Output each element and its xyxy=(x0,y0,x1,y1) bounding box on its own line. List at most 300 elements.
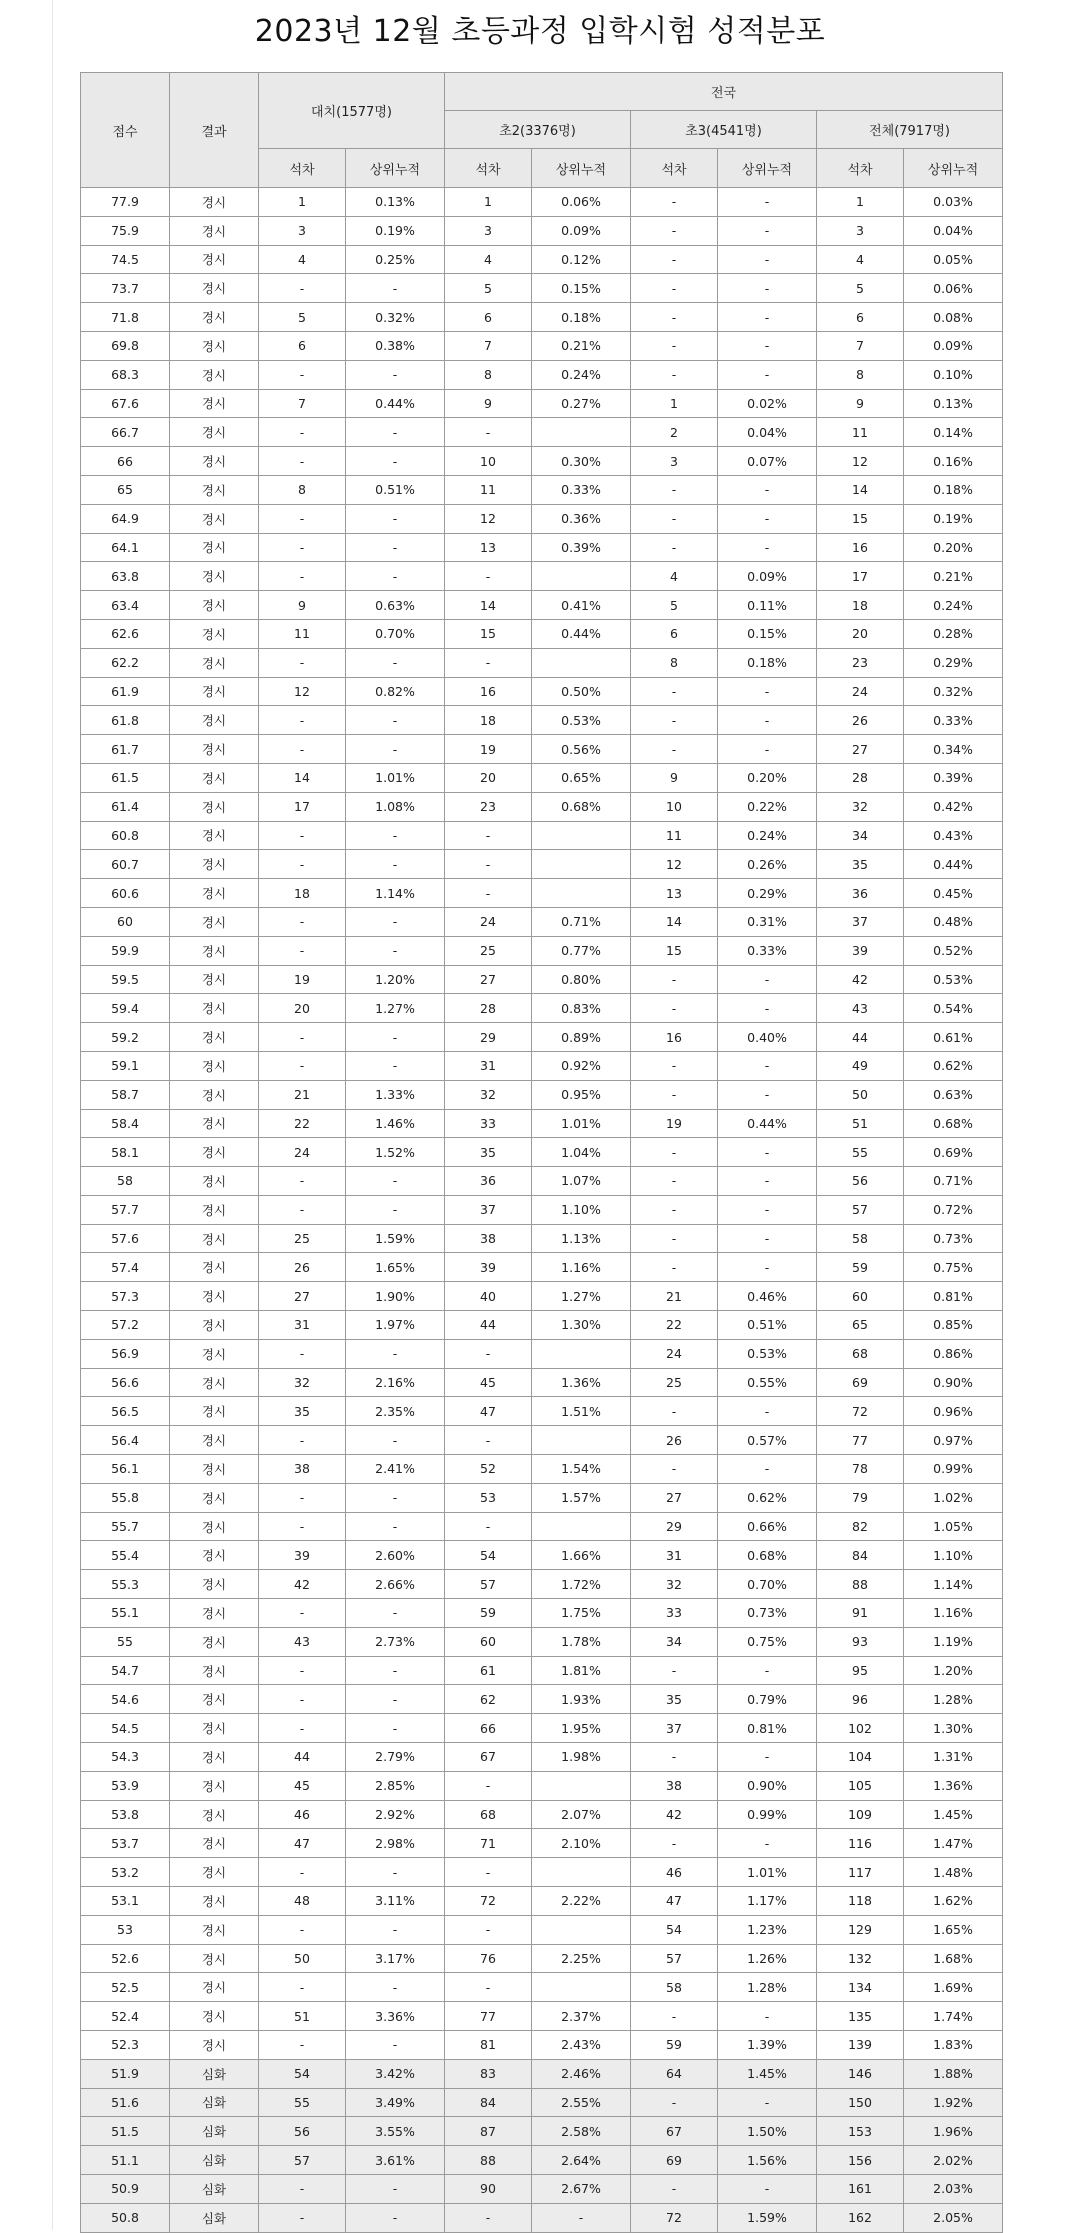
total-cum-cell: 0.34% xyxy=(904,735,1003,764)
daechi-rank-cell: - xyxy=(259,1023,346,1052)
header-cho2-rank: 석차 xyxy=(445,149,532,188)
cho3-cum-cell: 0.51% xyxy=(718,1311,817,1340)
cho3-rank-cell: - xyxy=(631,2088,718,2117)
table-row xyxy=(81,1339,1003,1368)
cho2-rank-cell: - xyxy=(445,1915,532,1944)
score-cell: 55 xyxy=(81,1627,170,1656)
total-cum-cell: 1.88% xyxy=(904,2059,1003,2088)
cho3-rank-cell: 38 xyxy=(631,1771,718,1800)
total-cum-cell: 0.86% xyxy=(904,1339,1003,1368)
cho3-cum-cell: 0.18% xyxy=(718,648,817,677)
table-row xyxy=(81,1570,1003,1599)
result-cell: 경시 xyxy=(170,1627,259,1656)
cho2-rank-cell: 27 xyxy=(445,965,532,994)
total-cum-cell: 1.68% xyxy=(904,1944,1003,1973)
score-cell: 56.1 xyxy=(81,1455,170,1484)
total-rank-cell: 79 xyxy=(817,1483,904,1512)
cho3-cum-cell: - xyxy=(718,965,817,994)
daechi-rank-cell: 39 xyxy=(259,1541,346,1570)
cho2-rank-cell: 39 xyxy=(445,1253,532,1282)
total-rank-cell: 93 xyxy=(817,1627,904,1656)
cho3-rank-cell: 4 xyxy=(631,562,718,591)
score-cell: 58 xyxy=(81,1167,170,1196)
result-cell: 심화 xyxy=(170,2117,259,2146)
header-total-rank: 석차 xyxy=(817,149,904,188)
daechi-rank-cell: 19 xyxy=(259,965,346,994)
score-cell: 59.1 xyxy=(81,1051,170,1080)
cho2-cum-cell: 1.78% xyxy=(532,1627,631,1656)
score-cell: 61.9 xyxy=(81,677,170,706)
cho3-cum-cell: 0.62% xyxy=(718,1483,817,1512)
cho3-cum-cell: - xyxy=(718,2088,817,2117)
score-cell: 61.5 xyxy=(81,763,170,792)
daechi-cum-cell: 3.11% xyxy=(346,1887,445,1916)
table-row xyxy=(81,245,1003,274)
cho2-rank-cell: 52 xyxy=(445,1455,532,1484)
cho3-cum-cell: 0.24% xyxy=(718,821,817,850)
total-cum-cell: 1.16% xyxy=(904,1599,1003,1628)
daechi-cum-cell: 1.59% xyxy=(346,1224,445,1253)
total-rank-cell: 5 xyxy=(817,274,904,303)
cho2-rank-cell: 6 xyxy=(445,303,532,332)
result-cell: 경시 xyxy=(170,1253,259,1282)
cho3-rank-cell: 67 xyxy=(631,2117,718,2146)
score-cell: 74.5 xyxy=(81,245,170,274)
total-cum-cell: 1.48% xyxy=(904,1858,1003,1887)
score-cell: 57.2 xyxy=(81,1311,170,1340)
daechi-cum-cell: 0.25% xyxy=(346,245,445,274)
result-cell: 경시 xyxy=(170,245,259,274)
daechi-rank-cell: 43 xyxy=(259,1627,346,1656)
cho2-cum-cell: - xyxy=(532,2203,631,2232)
result-cell: 경시 xyxy=(170,562,259,591)
cho2-rank-cell: - xyxy=(445,648,532,677)
daechi-rank-cell: - xyxy=(259,1167,346,1196)
table-row xyxy=(81,303,1003,332)
page-title: 2023년 12월 초등과정 입학시험 성적분포 xyxy=(254,14,826,49)
result-cell: 경시 xyxy=(170,936,259,965)
cho3-cum-cell: - xyxy=(718,1138,817,1167)
table-row xyxy=(81,216,1003,245)
cho2-rank-cell: 10 xyxy=(445,447,532,476)
header-daechi: 대치(1577명) xyxy=(259,73,445,149)
score-cell: 58.7 xyxy=(81,1080,170,1109)
total-rank-cell: 1 xyxy=(817,188,904,217)
header-cho3-cum: 상위누적 xyxy=(718,149,817,188)
cho2-rank-cell: 1 xyxy=(445,188,532,217)
total-rank-cell: 11 xyxy=(817,418,904,447)
daechi-rank-cell: 22 xyxy=(259,1109,346,1138)
total-rank-cell: 153 xyxy=(817,2117,904,2146)
cho2-rank-cell: 14 xyxy=(445,591,532,620)
cho2-cum-cell: 1.10% xyxy=(532,1195,631,1224)
daechi-rank-cell: - xyxy=(259,1656,346,1685)
daechi-rank-cell: - xyxy=(259,735,346,764)
cho2-cum-cell: 1.98% xyxy=(532,1743,631,1772)
cho2-cum-cell: 0.77% xyxy=(532,936,631,965)
total-rank-cell: 27 xyxy=(817,735,904,764)
cho3-cum-cell: - xyxy=(718,303,817,332)
table-row xyxy=(81,792,1003,821)
cho3-rank-cell: 14 xyxy=(631,907,718,936)
total-cum-cell: 0.18% xyxy=(904,475,1003,504)
cho3-rank-cell: - xyxy=(631,1195,718,1224)
cho3-rank-cell: 16 xyxy=(631,1023,718,1052)
result-cell: 경시 xyxy=(170,735,259,764)
daechi-cum-cell: 0.82% xyxy=(346,677,445,706)
score-cell: 57.6 xyxy=(81,1224,170,1253)
cho3-cum-cell: - xyxy=(718,1167,817,1196)
table-row xyxy=(81,389,1003,418)
result-cell: 경시 xyxy=(170,188,259,217)
cho3-cum-cell: 0.79% xyxy=(718,1685,817,1714)
cho3-rank-cell: 35 xyxy=(631,1685,718,1714)
daechi-rank-cell: 32 xyxy=(259,1368,346,1397)
cho3-cum-cell: 0.07% xyxy=(718,447,817,476)
total-cum-cell: 0.14% xyxy=(904,418,1003,447)
total-cum-cell: 1.20% xyxy=(904,1656,1003,1685)
score-cell: 52.6 xyxy=(81,1944,170,1973)
daechi-cum-cell: - xyxy=(346,418,445,447)
cho2-cum-cell: 1.95% xyxy=(532,1714,631,1743)
cho3-cum-cell: - xyxy=(718,2174,817,2203)
result-cell: 경시 xyxy=(170,216,259,245)
cho2-cum-cell: 0.27% xyxy=(532,389,631,418)
total-rank-cell: 156 xyxy=(817,2146,904,2175)
cho2-rank-cell: 28 xyxy=(445,994,532,1023)
cho3-rank-cell: - xyxy=(631,1080,718,1109)
total-rank-cell: 77 xyxy=(817,1426,904,1455)
total-rank-cell: 146 xyxy=(817,2059,904,2088)
total-cum-cell: 0.28% xyxy=(904,619,1003,648)
cho3-cum-cell: - xyxy=(718,1743,817,1772)
cho2-rank-cell: 5 xyxy=(445,274,532,303)
cho3-cum-cell: - xyxy=(718,1829,817,1858)
table-row xyxy=(81,2117,1003,2146)
cho2-rank-cell: 61 xyxy=(445,1656,532,1685)
total-cum-cell: 0.08% xyxy=(904,303,1003,332)
daechi-cum-cell: - xyxy=(346,1973,445,2002)
score-cell: 58.4 xyxy=(81,1109,170,1138)
cho2-cum-cell: 2.10% xyxy=(532,1829,631,1858)
total-cum-cell: 0.75% xyxy=(904,1253,1003,1282)
daechi-rank-cell: 24 xyxy=(259,1138,346,1167)
total-cum-cell: 0.09% xyxy=(904,331,1003,360)
total-rank-cell: 132 xyxy=(817,1944,904,1973)
cho3-cum-cell: 0.57% xyxy=(718,1426,817,1455)
daechi-rank-cell: 27 xyxy=(259,1282,346,1311)
daechi-cum-cell: 1.27% xyxy=(346,994,445,1023)
cho2-cum-cell xyxy=(532,418,631,447)
total-cum-cell: 0.63% xyxy=(904,1080,1003,1109)
cho3-cum-cell: 0.04% xyxy=(718,418,817,447)
cho2-cum-cell: 2.55% xyxy=(532,2088,631,2117)
total-cum-cell: 0.52% xyxy=(904,936,1003,965)
cho2-cum-cell: 0.44% xyxy=(532,619,631,648)
cho2-cum-cell: 1.93% xyxy=(532,1685,631,1714)
total-rank-cell: 39 xyxy=(817,936,904,965)
cho3-rank-cell: 13 xyxy=(631,879,718,908)
cho3-rank-cell: 47 xyxy=(631,1887,718,1916)
cho3-cum-cell: - xyxy=(718,331,817,360)
table-row xyxy=(81,1023,1003,1052)
daechi-rank-cell: 3 xyxy=(259,216,346,245)
table-row xyxy=(81,1195,1003,1224)
cho2-cum-cell xyxy=(532,850,631,879)
total-cum-cell: 1.96% xyxy=(904,2117,1003,2146)
cho3-cum-cell: 1.26% xyxy=(718,1944,817,1973)
cho3-cum-cell: - xyxy=(718,1051,817,1080)
cho3-cum-cell: 1.17% xyxy=(718,1887,817,1916)
cho2-rank-cell: 54 xyxy=(445,1541,532,1570)
daechi-rank-cell: 48 xyxy=(259,1887,346,1916)
daechi-cum-cell: - xyxy=(346,1167,445,1196)
daechi-cum-cell: - xyxy=(346,1339,445,1368)
cho2-cum-cell: 2.22% xyxy=(532,1887,631,1916)
cho2-cum-cell: 0.21% xyxy=(532,331,631,360)
total-rank-cell: 117 xyxy=(817,1858,904,1887)
cho3-rank-cell: - xyxy=(631,1397,718,1426)
table-row xyxy=(81,1512,1003,1541)
total-rank-cell: 49 xyxy=(817,1051,904,1080)
cho3-cum-cell: - xyxy=(718,994,817,1023)
cho2-rank-cell: - xyxy=(445,850,532,879)
cho3-rank-cell: 9 xyxy=(631,763,718,792)
total-rank-cell: 55 xyxy=(817,1138,904,1167)
result-cell: 경시 xyxy=(170,648,259,677)
total-rank-cell: 65 xyxy=(817,1311,904,1340)
daechi-rank-cell: - xyxy=(259,1195,346,1224)
cho2-rank-cell: 57 xyxy=(445,1570,532,1599)
score-cell: 60.6 xyxy=(81,879,170,908)
score-cell: 53.7 xyxy=(81,1829,170,1858)
score-cell: 53.9 xyxy=(81,1771,170,1800)
cho3-cum-cell: 1.23% xyxy=(718,1915,817,1944)
total-rank-cell: 60 xyxy=(817,1282,904,1311)
total-rank-cell: 26 xyxy=(817,706,904,735)
table-row xyxy=(81,1771,1003,1800)
total-rank-cell: 150 xyxy=(817,2088,904,2117)
cho3-cum-cell: - xyxy=(718,245,817,274)
total-cum-cell: 1.69% xyxy=(904,1973,1003,2002)
daechi-rank-cell: 55 xyxy=(259,2088,346,2117)
total-rank-cell: 84 xyxy=(817,1541,904,1570)
cho3-rank-cell: - xyxy=(631,1051,718,1080)
daechi-cum-cell: - xyxy=(346,936,445,965)
cho3-rank-cell: 19 xyxy=(631,1109,718,1138)
result-cell: 경시 xyxy=(170,850,259,879)
cho2-cum-cell xyxy=(532,1426,631,1455)
daechi-rank-cell: 56 xyxy=(259,2117,346,2146)
cho2-rank-cell: 13 xyxy=(445,533,532,562)
table-row xyxy=(81,2002,1003,2031)
total-rank-cell: 105 xyxy=(817,1771,904,1800)
result-cell: 경시 xyxy=(170,763,259,792)
cho2-rank-cell: - xyxy=(445,418,532,447)
score-cell: 61.7 xyxy=(81,735,170,764)
total-rank-cell: 72 xyxy=(817,1397,904,1426)
cho3-cum-cell: - xyxy=(718,533,817,562)
daechi-rank-cell: - xyxy=(259,562,346,591)
cho3-cum-cell: 0.02% xyxy=(718,389,817,418)
cho3-cum-cell: - xyxy=(718,188,817,217)
cho3-rank-cell: 29 xyxy=(631,1512,718,1541)
result-cell: 경시 xyxy=(170,1311,259,1340)
total-cum-cell: 0.16% xyxy=(904,447,1003,476)
daechi-cum-cell: 3.17% xyxy=(346,1944,445,1973)
total-cum-cell: 0.85% xyxy=(904,1311,1003,1340)
daechi-cum-cell: - xyxy=(346,1915,445,1944)
cho2-rank-cell: 83 xyxy=(445,2059,532,2088)
result-cell: 경시 xyxy=(170,1570,259,1599)
cho2-cum-cell: 2.64% xyxy=(532,2146,631,2175)
daechi-cum-cell: 1.52% xyxy=(346,1138,445,1167)
cho2-cum-cell: 2.67% xyxy=(532,2174,631,2203)
daechi-cum-cell: 0.13% xyxy=(346,188,445,217)
total-rank-cell: 32 xyxy=(817,792,904,821)
total-rank-cell: 6 xyxy=(817,303,904,332)
result-cell: 경시 xyxy=(170,965,259,994)
total-cum-cell: 0.04% xyxy=(904,216,1003,245)
cho3-cum-cell: 0.26% xyxy=(718,850,817,879)
cho3-cum-cell: 0.46% xyxy=(718,1282,817,1311)
header-cho3-rank: 석차 xyxy=(631,149,718,188)
table-row xyxy=(81,447,1003,476)
cho3-cum-cell: - xyxy=(718,1397,817,1426)
score-cell: 65 xyxy=(81,475,170,504)
cho3-rank-cell: 10 xyxy=(631,792,718,821)
cho2-cum-cell: 0.53% xyxy=(532,706,631,735)
table-row xyxy=(81,1685,1003,1714)
cho3-rank-cell: 6 xyxy=(631,619,718,648)
cho3-rank-cell: - xyxy=(631,360,718,389)
daechi-rank-cell: - xyxy=(259,1599,346,1628)
cho3-cum-cell: - xyxy=(718,1253,817,1282)
daechi-rank-cell: 25 xyxy=(259,1224,346,1253)
cho3-rank-cell: - xyxy=(631,303,718,332)
total-cum-cell: 1.14% xyxy=(904,1570,1003,1599)
cho2-rank-cell: 38 xyxy=(445,1224,532,1253)
daechi-rank-cell: - xyxy=(259,1714,346,1743)
score-cell: 61.8 xyxy=(81,706,170,735)
table-row xyxy=(81,418,1003,447)
result-cell: 경시 xyxy=(170,1080,259,1109)
cho2-rank-cell: 24 xyxy=(445,907,532,936)
table-row xyxy=(81,1915,1003,1944)
cho2-cum-cell: 1.36% xyxy=(532,1368,631,1397)
cho2-cum-cell: 1.16% xyxy=(532,1253,631,1282)
cho2-rank-cell: 60 xyxy=(445,1627,532,1656)
result-cell: 경시 xyxy=(170,1368,259,1397)
cho2-cum-cell: 2.46% xyxy=(532,2059,631,2088)
daechi-cum-cell: - xyxy=(346,1656,445,1685)
daechi-cum-cell: - xyxy=(346,1483,445,1512)
daechi-cum-cell: - xyxy=(346,1023,445,1052)
daechi-cum-cell: 2.41% xyxy=(346,1455,445,1484)
cho3-rank-cell: - xyxy=(631,706,718,735)
result-cell: 경시 xyxy=(170,1195,259,1224)
cho3-cum-cell: 1.01% xyxy=(718,1858,817,1887)
total-cum-cell: 1.45% xyxy=(904,1800,1003,1829)
header-cho2: 초2(3376명) xyxy=(445,111,631,149)
total-rank-cell: 56 xyxy=(817,1167,904,1196)
table-row xyxy=(81,1887,1003,1916)
result-cell: 경시 xyxy=(170,1483,259,1512)
cho2-rank-cell: - xyxy=(445,879,532,908)
total-cum-cell: 0.32% xyxy=(904,677,1003,706)
total-rank-cell: 37 xyxy=(817,907,904,936)
total-rank-cell: 17 xyxy=(817,562,904,591)
score-cell: 63.4 xyxy=(81,591,170,620)
cho3-rank-cell: - xyxy=(631,475,718,504)
daechi-cum-cell: 2.85% xyxy=(346,1771,445,1800)
total-rank-cell: 44 xyxy=(817,1023,904,1052)
header-national: 전국 xyxy=(445,73,1003,111)
cho2-cum-cell xyxy=(532,1771,631,1800)
cho2-cum-cell: 1.01% xyxy=(532,1109,631,1138)
cho3-rank-cell: - xyxy=(631,677,718,706)
result-cell: 경시 xyxy=(170,1455,259,1484)
cho3-rank-cell: 26 xyxy=(631,1426,718,1455)
result-cell: 경시 xyxy=(170,1599,259,1628)
score-cell: 51.1 xyxy=(81,2146,170,2175)
cho3-rank-cell: - xyxy=(631,216,718,245)
table-row xyxy=(81,1714,1003,1743)
daechi-cum-cell: - xyxy=(346,1714,445,1743)
table-row xyxy=(81,475,1003,504)
score-cell: 63.8 xyxy=(81,562,170,591)
result-cell: 경시 xyxy=(170,1771,259,1800)
cho3-cum-cell: 0.66% xyxy=(718,1512,817,1541)
result-cell: 경시 xyxy=(170,1512,259,1541)
daechi-cum-cell: - xyxy=(346,1858,445,1887)
cho2-rank-cell: 87 xyxy=(445,2117,532,2146)
total-cum-cell: 0.21% xyxy=(904,562,1003,591)
cho3-cum-cell: - xyxy=(718,504,817,533)
cho3-rank-cell: 24 xyxy=(631,1339,718,1368)
cho2-cum-cell: 0.89% xyxy=(532,1023,631,1052)
cho3-rank-cell: 12 xyxy=(631,850,718,879)
result-cell: 경시 xyxy=(170,1023,259,1052)
score-cell: 64.1 xyxy=(81,533,170,562)
total-cum-cell: 0.61% xyxy=(904,1023,1003,1052)
table-row xyxy=(81,763,1003,792)
total-rank-cell: 51 xyxy=(817,1109,904,1138)
cho3-cum-cell: 1.59% xyxy=(718,2203,817,2232)
total-rank-cell: 12 xyxy=(817,447,904,476)
table-row xyxy=(81,1368,1003,1397)
cho2-rank-cell: - xyxy=(445,1858,532,1887)
daechi-rank-cell: 1 xyxy=(259,188,346,217)
daechi-rank-cell: 7 xyxy=(259,389,346,418)
cho3-rank-cell: - xyxy=(631,1167,718,1196)
cho3-cum-cell: - xyxy=(718,274,817,303)
daechi-rank-cell: 42 xyxy=(259,1570,346,1599)
cho2-cum-cell: 1.13% xyxy=(532,1224,631,1253)
cho2-rank-cell: 29 xyxy=(445,1023,532,1052)
score-cell: 68.3 xyxy=(81,360,170,389)
daechi-cum-cell: 1.90% xyxy=(346,1282,445,1311)
cho2-cum-cell: 1.54% xyxy=(532,1455,631,1484)
total-rank-cell: 20 xyxy=(817,619,904,648)
daechi-cum-cell: 3.55% xyxy=(346,2117,445,2146)
daechi-cum-cell: - xyxy=(346,2031,445,2060)
cho3-cum-cell: 0.15% xyxy=(718,619,817,648)
result-cell: 경시 xyxy=(170,1167,259,1196)
table-row xyxy=(81,1973,1003,2002)
cho2-rank-cell: 25 xyxy=(445,936,532,965)
cho2-cum-cell: 0.56% xyxy=(532,735,631,764)
